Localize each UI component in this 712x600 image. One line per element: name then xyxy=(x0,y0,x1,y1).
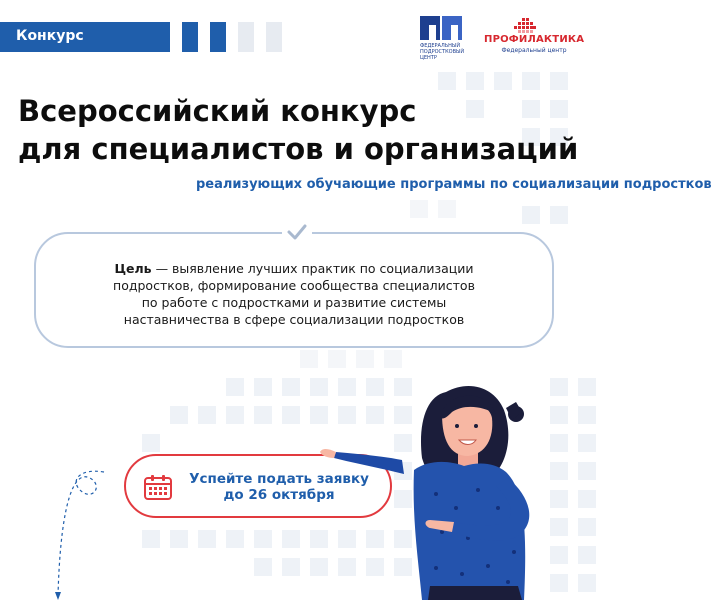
calendar-icon xyxy=(144,474,172,500)
stripe xyxy=(238,22,254,52)
goal-text-line: по работе с подростками и развитие системы xyxy=(141,295,447,310)
title-line: для специалистов и организаций xyxy=(18,132,579,166)
stripe xyxy=(182,22,198,52)
profilaktika-logo-icon xyxy=(514,18,536,34)
federal-teen-center-logo xyxy=(418,16,482,62)
goal-label: Цель xyxy=(114,261,152,276)
profilaktika-subtitle: Федеральный центр xyxy=(501,47,567,54)
page-subtitle: реализующих обучающие программы по социализации подростков xyxy=(196,177,712,192)
logo-caption: ЦЕНТР xyxy=(420,55,437,61)
goal-text-line: подростков, формирование сообщества специалистов xyxy=(113,278,475,293)
goal-description xyxy=(34,260,554,328)
category-tag-label: Конкурс xyxy=(16,28,84,44)
profilaktika-title: ПРОФИЛАКТИКА xyxy=(484,34,585,45)
title-line: Всероссийский конкурс xyxy=(18,94,417,128)
profilaktika-logo xyxy=(484,18,584,58)
dashed-arrow-decoration xyxy=(0,440,120,600)
stripe xyxy=(266,22,282,52)
stripe xyxy=(210,22,226,52)
page-title xyxy=(18,92,588,168)
logo-caption: ФЕДЕРАЛЬНЫЙ xyxy=(420,43,461,49)
logo-caption: ПОДРОСТКОВЫЙ xyxy=(420,49,465,55)
federal-center-logo-icon xyxy=(420,16,462,40)
woman-pointing-illustration xyxy=(318,368,600,600)
goal-text-line: — выявление лучших практик по социализации xyxy=(151,261,474,276)
checkmark-icon xyxy=(282,220,312,244)
deadline-line: до 26 октября xyxy=(223,487,335,503)
deadline-line: Успейте подать заявку xyxy=(189,471,369,487)
goal-check-badge xyxy=(282,220,312,244)
category-tag xyxy=(0,22,170,52)
goal-text-line: наставничества в сфере социализации подростков xyxy=(123,312,465,327)
